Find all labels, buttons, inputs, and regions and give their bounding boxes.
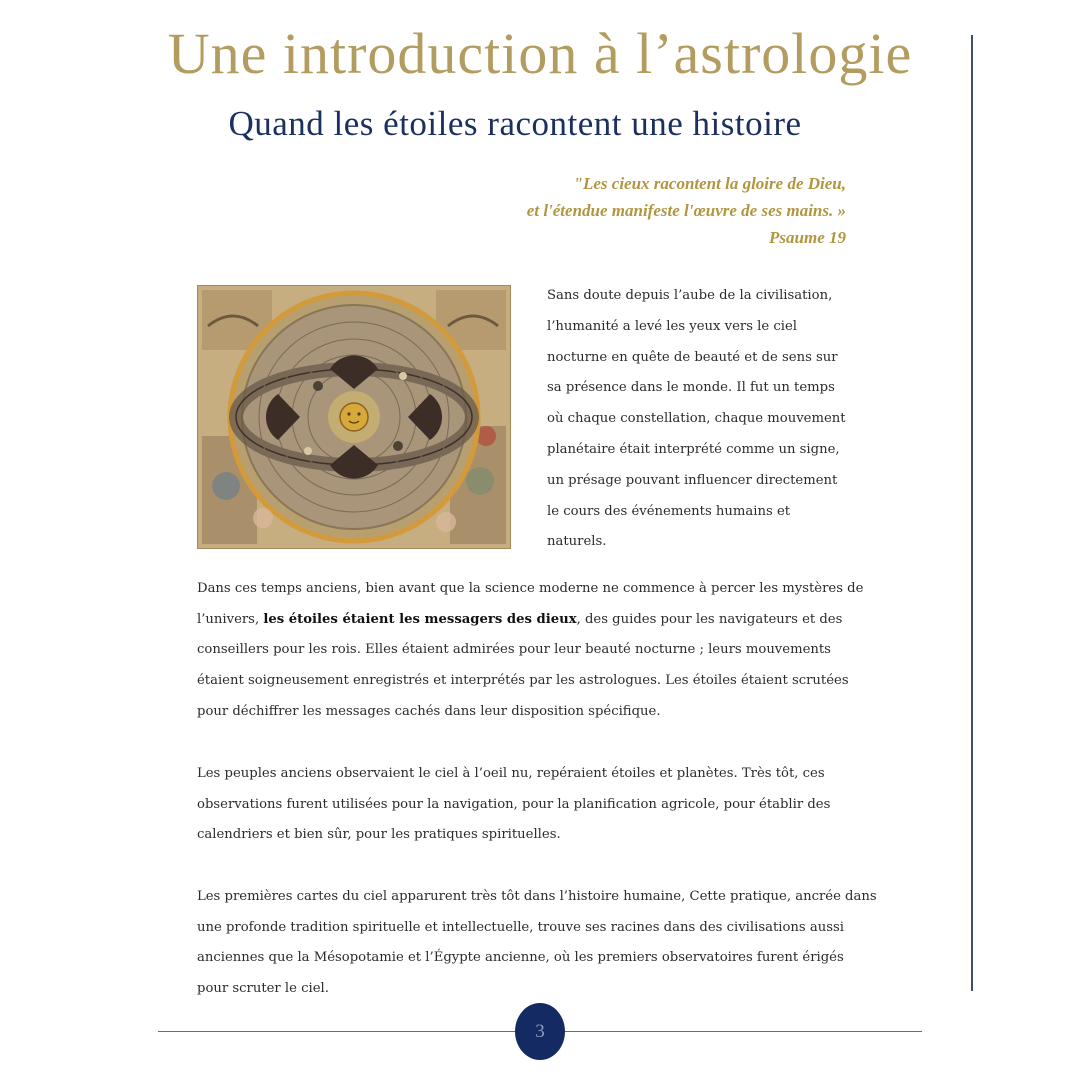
highlighted-phrase: les étoiles étaient les messagers des dieux: [263, 611, 577, 627]
quote-line-1: "Les cieux racontent la gloire de Dieu,: [573, 174, 846, 193]
epigraph-quote: [326, 170, 846, 251]
vertical-rule: [971, 35, 973, 991]
body-paragraph-2: [197, 759, 857, 851]
intro-line: un présage pouvant influencer directement: [547, 472, 838, 488]
intro-line: planétaire était interprété comme un signe,: [547, 441, 840, 457]
paragraph-line: Dans ces temps anciens, bien avant que la science moderne ne commence à percer les mystères de: [197, 581, 864, 596]
paragraph-line: Les peuples anciens observaient le ciel à l’oeil nu, repéraient étoiles et planètes. Très tôt, ces: [197, 766, 825, 781]
body-paragraph-3: [197, 882, 877, 1005]
celestial-map-icon: [198, 286, 510, 548]
paragraph-line: conseillers pour les rois. Elles étaient admirées pour leur beauté nocturne ; leurs mouvements: [197, 642, 831, 658]
page-subtitle: Quand les étoiles racontent une histoire: [228, 104, 802, 143]
intro-paragraph: [547, 281, 847, 558]
intro-line: naturels.: [547, 534, 607, 550]
paragraph-line: [197, 605, 857, 636]
page-number-badge: [515, 1003, 565, 1060]
paragraph-text: , des guides pour les navigateurs et des: [576, 611, 843, 627]
body-paragraph-1: [197, 574, 864, 728]
intro-line: Sans doute depuis l’aube de la civilisation,: [547, 288, 833, 303]
quote-source: Psaume 19: [769, 228, 846, 247]
intro-line: où chaque constellation, chaque mouvement: [547, 411, 846, 427]
celestial-map-illustration: [197, 285, 511, 549]
intro-line: le cours des événements humains et: [547, 503, 791, 519]
intro-line: nocturne en quête de beauté et de sens sur: [547, 349, 838, 365]
quote-line-2: et l'étendue manifeste l'œuvre de ses mains. »: [526, 201, 846, 220]
paragraph-line: étaient soigneusement enregistrés et interprétés par les astrologues. Les étoiles étaient scrutées: [197, 673, 849, 689]
page-title: Une introduction à l’astrologie: [167, 21, 913, 86]
paragraph-text: l’univers,: [197, 611, 264, 627]
paragraph-line: calendriers et bien sûr, pour les pratiques spirituelles.: [197, 827, 561, 843]
paragraph-line: Les premières cartes du ciel apparurent très tôt dans l’histoire humaine, Cette pratique, ancrée dans: [197, 889, 877, 904]
intro-line: sa présence dans le monde. Il fut un temps: [547, 380, 835, 396]
intro-line: l’humanité a levé les yeux vers le ciel: [547, 318, 798, 334]
page-number: 3: [535, 1020, 545, 1042]
paragraph-line: une profonde tradition spirituelle et intellectuelle, trouve ses racines dans des civilisations aussi: [197, 919, 844, 935]
paragraph-line: observations furent utilisées pour la navigation, pour la planification agricole, pour établir des: [197, 796, 831, 812]
paragraph-line: pour scruter le ciel.: [197, 981, 329, 997]
paragraph-line: anciennes que la Mésopotamie et l’Égypte ancienne, où les premiers observatoires furent érigés: [197, 950, 844, 966]
paragraph-line: pour déchiffrer les messages cachés dans leur disposition spécifique.: [197, 703, 661, 719]
